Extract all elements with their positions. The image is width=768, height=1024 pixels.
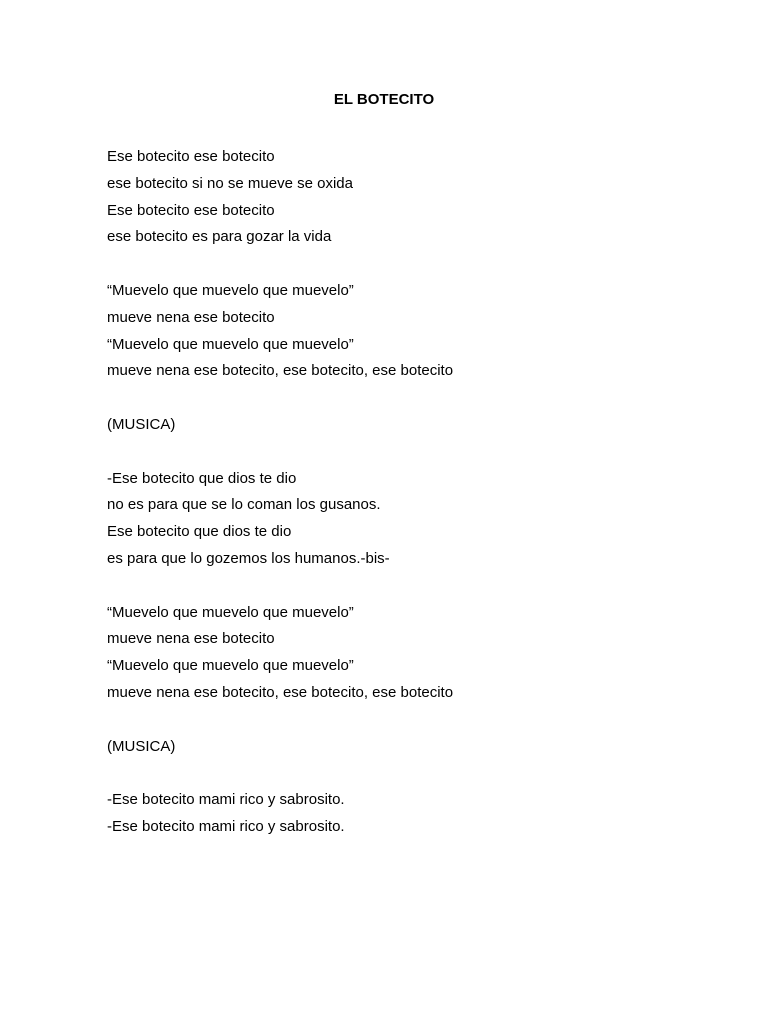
stanza: [107, 734, 707, 761]
lyric-line: “Muevelo que muevelo que muevelo”: [107, 657, 354, 675]
lyric-line: no es para que se lo coman los gusanos.: [107, 496, 381, 514]
lyric-line: (MUSICA): [107, 415, 176, 433]
lyric-line: Ese botecito ese botecito: [107, 201, 275, 219]
lyric-line: -Ese botecito que dios te dio: [107, 469, 297, 487]
lyric-line: “Muevelo que muevelo que muevelo”: [107, 603, 354, 621]
lyric-line: -Ese botecito mami rico y sabrosito.: [107, 791, 345, 809]
lyric-line: es para que lo gozemos los humanos.-bis-: [107, 549, 390, 567]
lyric-line: ese botecito si no se mueve se oxida: [107, 174, 353, 192]
lyrics-body: [107, 144, 707, 868]
lyric-line: “Muevelo que muevelo que muevelo”: [107, 281, 354, 299]
lyric-line: -Ese botecito mami rico y sabrosito.: [107, 817, 345, 835]
stanza: [107, 600, 707, 707]
lyric-line: ese botecito es para gozar la vida: [107, 228, 332, 246]
lyric-line: Ese botecito que dios te dio: [107, 523, 292, 541]
stanza: [107, 412, 707, 439]
page-title: EL BOTECITO: [333, 91, 435, 108]
stanza: [107, 466, 707, 573]
lyric-line: “Muevelo que muevelo que muevelo”: [107, 335, 354, 353]
stanza: [107, 144, 707, 251]
lyric-line: mueve nena ese botecito, ese botecito, ese botecito: [107, 683, 454, 701]
lyric-line: mueve nena ese botecito, ese botecito, ese botecito: [107, 362, 454, 380]
lyric-line: Ese botecito ese botecito: [107, 148, 275, 165]
lyric-line: mueve nena ese botecito: [107, 308, 275, 326]
lyric-line: (MUSICA): [107, 737, 176, 755]
stanza: [107, 787, 707, 841]
lyric-line: mueve nena ese botecito: [107, 630, 275, 648]
stanza: [107, 278, 707, 385]
